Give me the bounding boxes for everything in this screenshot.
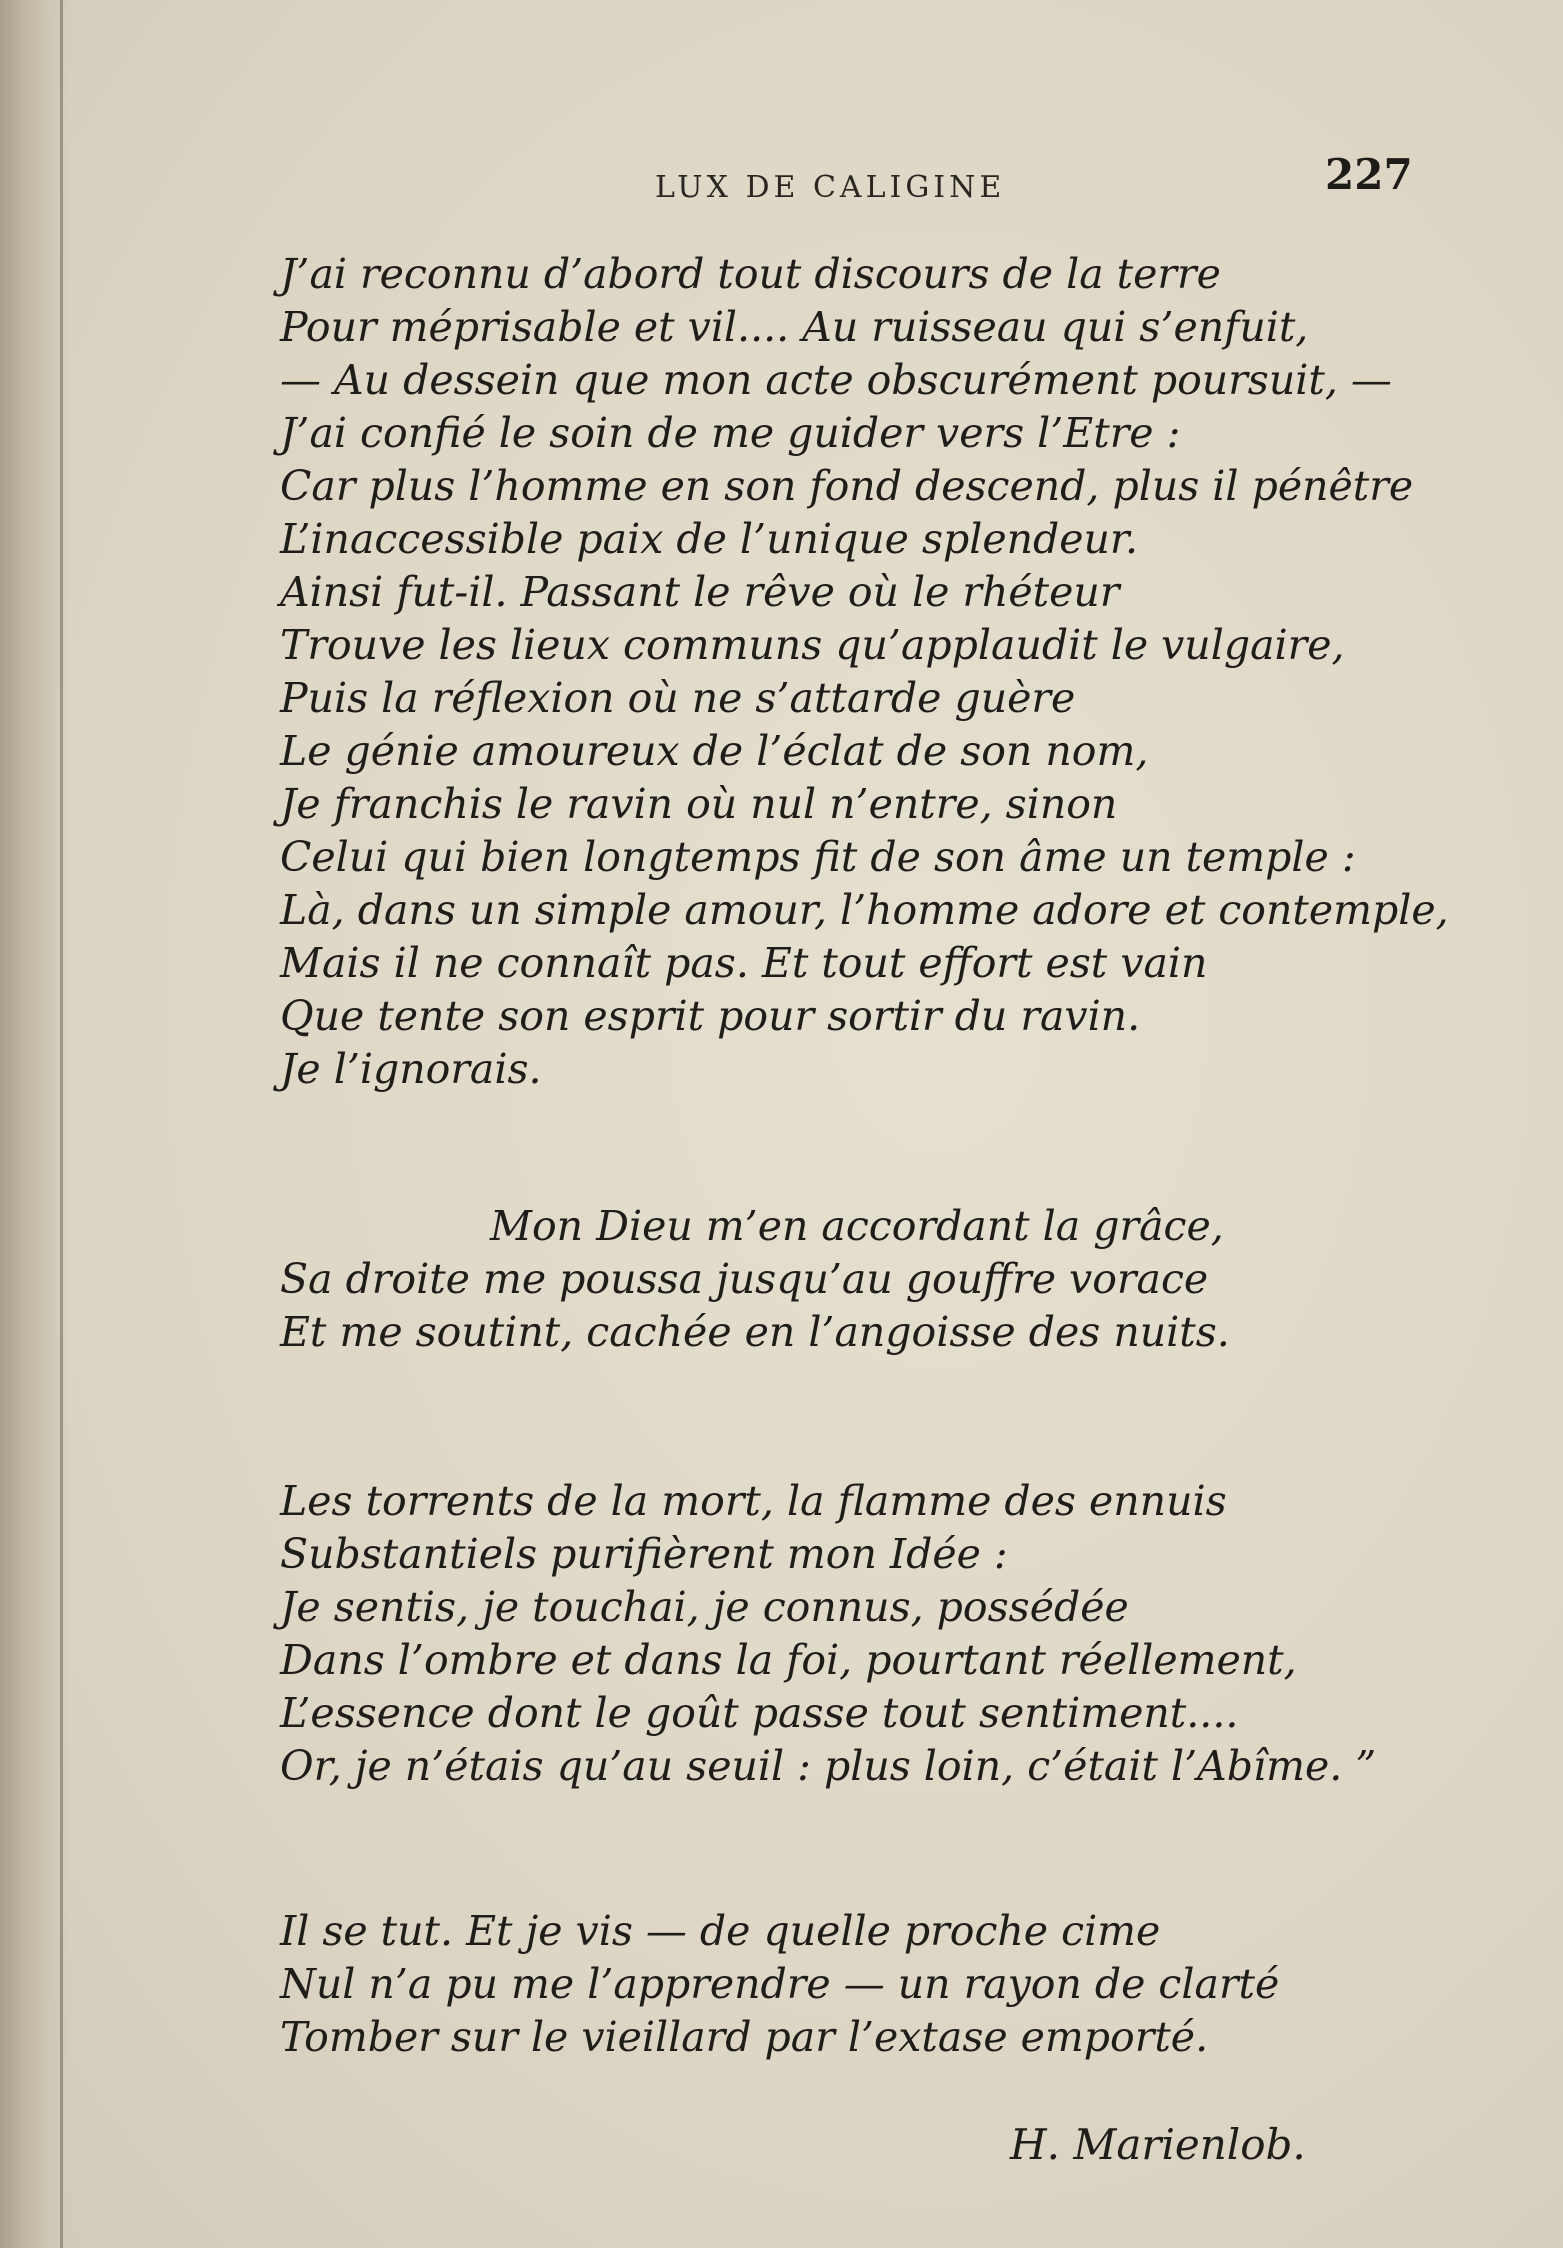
verse-line: Substantiels purifièrent mon Idée :	[280, 1530, 1008, 1578]
verse-line: Pour méprisable et vil.... Au ruisseau qui s’enfuit,	[280, 303, 1309, 351]
stanza-1	[280, 248, 1449, 1096]
verse-line: Tomber sur le vieillard par l’extase emporté.	[280, 2013, 1209, 2061]
verse-line: Et me soutint, cachée en l’angoisse des nuits.	[280, 1308, 1230, 1356]
stanza-3	[280, 1475, 1376, 1793]
verse-line: Les torrents de la mort, la flamme des ennuis	[280, 1477, 1227, 1525]
verse-line: Je l’ignorais.	[280, 1045, 542, 1093]
verse-line: L’essence dont le goût passe tout sentiment....	[280, 1689, 1239, 1737]
page-number: 227	[1325, 150, 1413, 199]
verse-line: Mais il ne connaît pas. Et tout effort est vain	[280, 939, 1208, 987]
verse-line: Sa droite me poussa jusqu’au gouffre vorace	[280, 1255, 1209, 1303]
verse-line: Dans l’ombre et dans la foi, pourtant réellement,	[280, 1636, 1297, 1684]
verse-line: Que tente son esprit pour sortir du ravin.	[280, 992, 1141, 1040]
stanza-2	[280, 1200, 1230, 1359]
verse-line: Celui qui bien longtemps fit de son âme un temple :	[280, 833, 1356, 881]
verse-line: Nul n’a pu me l’apprendre — un rayon de clarté	[280, 1960, 1280, 2008]
author-signature: H. Marienlob.	[1010, 2120, 1306, 2169]
verse-line: J’ai confié le soin de me guider vers l’Etre :	[280, 409, 1181, 457]
verse-line: Le génie amoureux de l’éclat de son nom,	[280, 727, 1149, 775]
binding-edge	[60, 0, 63, 2248]
verse-line: J’ai reconnu d’abord tout discours de la terre	[280, 250, 1221, 298]
verse-line: Là, dans un simple amour, l’homme adore et contemple,	[280, 886, 1449, 934]
stanza-4	[280, 1905, 1279, 2064]
verse-line: L’inaccessible paix de l’unique splendeur.	[280, 515, 1139, 563]
verse-line: — Au dessein que mon acte obscurément poursuit, —	[280, 356, 1392, 404]
verse-line: Car plus l’homme en son fond descend, plus il pénêtre	[280, 462, 1414, 510]
verse-line: Je franchis le ravin où nul n’entre, sinon	[280, 780, 1118, 828]
verse-line: Trouve les lieux communs qu’applaudit le vulgaire,	[280, 621, 1345, 669]
verse-line: Puis la réflexion où ne s’attarde guère	[280, 674, 1076, 722]
running-title: LUX DE CALIGINE	[655, 170, 1006, 205]
verse-line: Mon Dieu m’en accordant la grâce,	[490, 1202, 1224, 1250]
verse-line: Je sentis, je touchai, je connus, possédée	[280, 1583, 1129, 1631]
verse-line: Ainsi fut-il. Passant le rêve où le rhéteur	[280, 568, 1120, 616]
verse-line: Or, je n’étais qu’au seuil : plus loin, c’était l’Abîme. ”	[280, 1742, 1377, 1790]
verse-line: Il se tut. Et je vis — de quelle proche cime	[280, 1907, 1161, 1955]
